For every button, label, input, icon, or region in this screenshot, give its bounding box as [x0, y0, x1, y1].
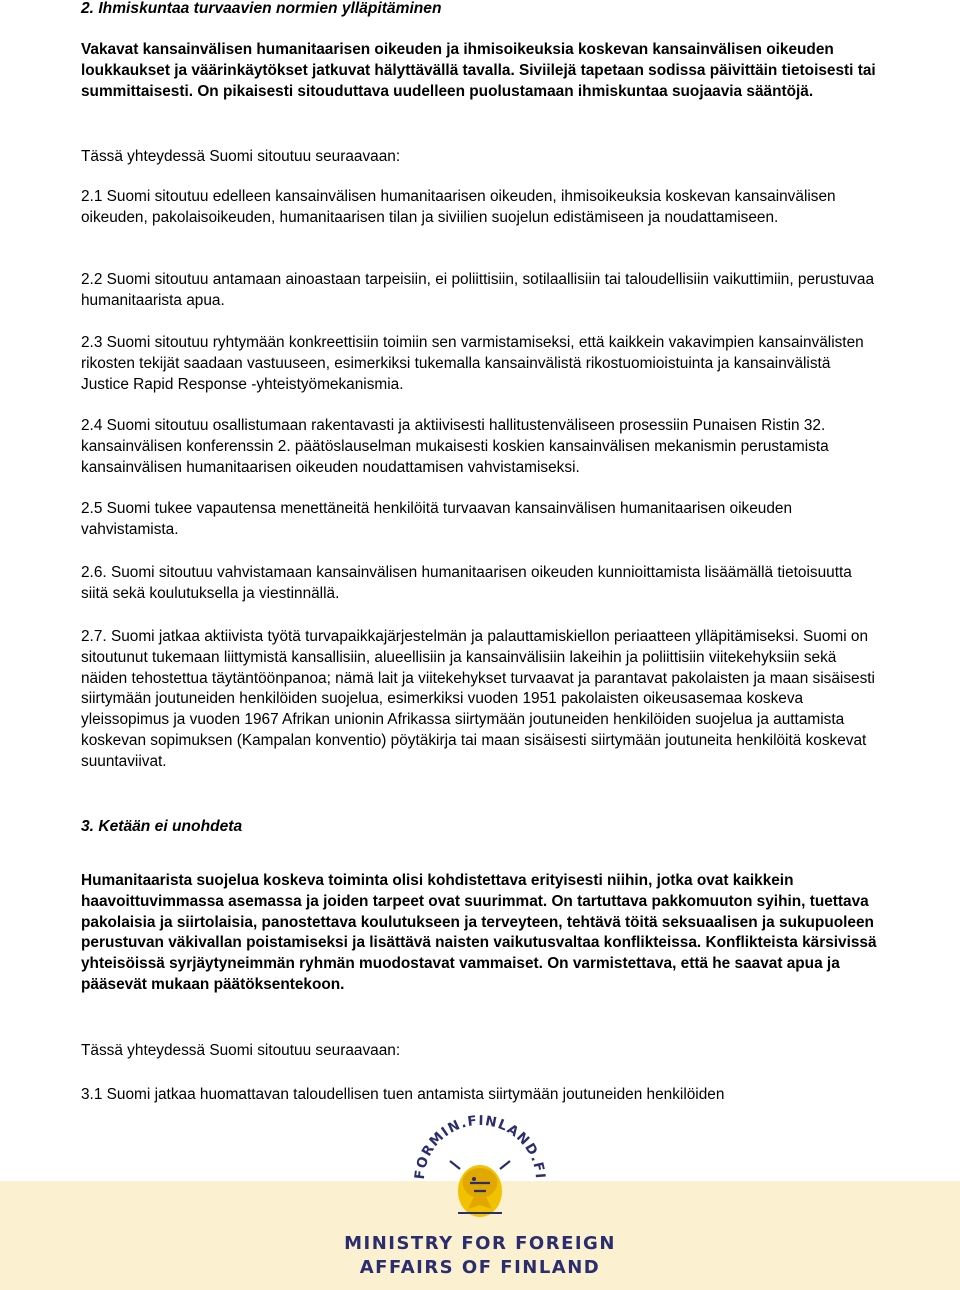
section-3-intro: Humanitaarista suojelua koskeva toiminta olisi kohdistettava erityisesti niihin, jotka ovat kaikkein haavoittuvimmassa asemassa ja joiden tarpeet ovat suurimmat. On tartuttava pakkomuuton syihin, tuettava pakolaisia ja siirtolaisia, panostettava koulutukseen ja terveyteen, tehtävä töitä seksuaalisen ja sukupuoleen perustuvan väkivallan poistamiseksi ja lisättävä naisten vaikutusvaltaa konflikteissa. Konflikteista kärsivissä yhteisöissä syrjäytyneimmän ryhmän muodostavat vammaiset. On varmistettava, että he saavat apua ja pääsevät mukaan päätöksentekoon. — [81, 872, 877, 993]
section-3-heading: 3. Ketään ei unohdeta — [81, 818, 243, 835]
paragraph-2-6: 2.6. Suomi sitoutuu vahvistamaan kansainvälisen humanitaarisen oikeuden kunnioittamista lisäämällä tietoisuutta siitä sekä koulutuksella ja viestinnällä. — [81, 564, 852, 602]
paragraph-2-1: 2.1 Suomi sitoutuu edelleen kansainvälisen humanitaarisen oikeuden, ihmisoikeuksia koskevan kansainvälisen oikeuden, pakolaisoikeuden, humanitaarisen tilan ja siviilien suojelun edistämiseen ja noudattamiseen. — [81, 188, 836, 226]
paragraph-2-4: 2.4 Suomi sitoutuu osallistumaan rakentavasti ja aktiivisesti hallitustenväliseen prosessiin Punaisen Ristin 32. kansainvälisen konferenssin 2. päätöslauselman mukaisesti koskien kansainvälisen mekanismin perustamista kansainvälisen humanitaarisen oikeuden noudattamisen vahvistamiseksi. — [81, 417, 829, 476]
section-2-heading: 2. Ihmiskuntaa turvaavien normien ylläpitäminen — [81, 0, 442, 17]
lion-icon — [450, 1161, 510, 1217]
paragraph-2-2: 2.2 Suomi sitoutuu antamaan ainoastaan tarpeisiin, ei poliittisiin, sotilaallisiin tai taloudellisiin vaikuttimiin, perustuvaa humanitaarista apua. — [81, 271, 875, 309]
paragraph-2-3: 2.3 Suomi sitoutuu ryhtymään konkreettisiin toimiin sen varmistamiseksi, että kaikkein vakavimpien kansainvälisten rikosten tekijät saadaan vastuuseen, esimerkiksi tukemalla kansainvälistä rikostuomioistuinta ja kansainvälistä Justice Rapid Response -yhteistyömekanismia. — [81, 334, 864, 393]
paragraph-2-7: 2.7. Suomi jatkaa aktiivista työtä turvapaikkajärjestelmän ja palauttamiskiellon periaatteen ylläpitämiseksi. Suomi on sitoutunut tukemaan liittymistä kansallisiin, alueellisiin ja kansainvälisiin lakeihin ja poliittisiin viitekehyksiin sekä näiden tehostettua täytäntöönpanoa; nämä lait ja viitekehykset turvaavat ja parantavat pakolaisten ja maan sisäisesti siirtymään joutuneiden henkilöiden suojelua, esimerkiksi vuoden 1951 pakolaisten oikeusasemaa koskeva yleissopimus ja vuoden 1967 Afrikan unionin Afrikassa siirtymään joutuneiden henkilöiden suojelua ja auttamista koskevan sopimuksen (Kampalan konventio) pöytäkirja tai maan sisäisesti siirtymään joutuneita henkilöitä koskevat suuntaviivat. — [81, 628, 875, 770]
seal-text: FORMIN.FINLAND.FI — [411, 1113, 549, 1181]
section-3-commitment-intro: Tässä yhteydessä Suomi sitoutuu seuraavaan: — [81, 1042, 401, 1059]
ministry-name-line1: MINISTRY FOR FOREIGN — [344, 1233, 616, 1254]
section-2-intro: Vakavat kansainvälisen humanitaarisen oikeuden ja ihmisoikeuksia koskevan kansainvälisen oikeuden loukkaukset ja väärinkäytökset jatkuvat hälyttävällä tavalla. Siviilejä tapetaan sodissa päivittäin tietoisesti tai summittaisesti. On pikaisesti sitouduttava uudelleen puolustamaan ihmiskuntaa suojaavia sääntöjä. — [81, 41, 876, 100]
ministry-seal-logo — [400, 1113, 560, 1243]
section-2-commitment-intro: Tässä yhteydessä Suomi sitoutuu seuraavaan: — [81, 148, 401, 165]
paragraph-2-5: 2.5 Suomi tukee vapautensa menettäneitä henkilöitä turvaavan kansainvälisen humanitaarisen oikeuden vahvistamista. — [81, 500, 792, 538]
paragraph-3-1: 3.1 Suomi jatkaa huomattavan taloudellisen tuen antamista siirtymään joutuneiden henkilöiden — [81, 1086, 725, 1103]
ministry-name-line2: AFFAIRS OF FINLAND — [359, 1257, 601, 1278]
